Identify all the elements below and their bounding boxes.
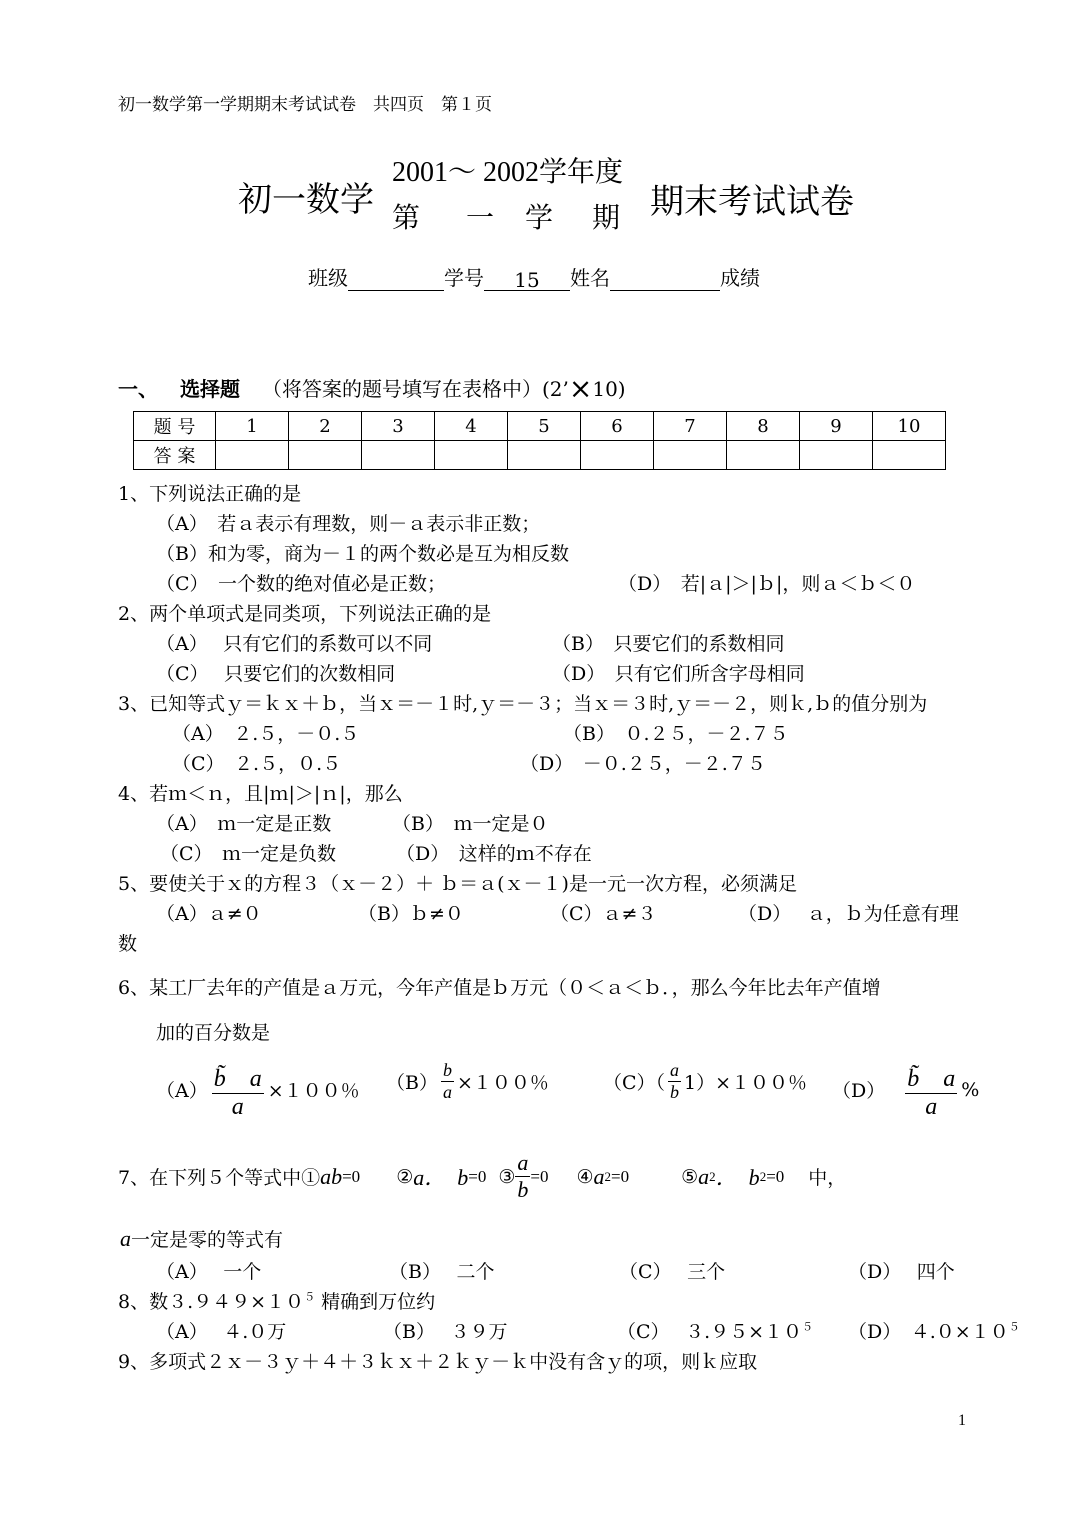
title-year-line: 2001～ 2002学年度 — [392, 157, 624, 188]
title-term-1: 第 — [392, 201, 421, 234]
answer-cell[interactable] — [216, 441, 289, 470]
times-symbol: × — [568, 372, 593, 405]
q3-stem: 3、已知等式ｙ＝ｋｘ＋ｂ，当ｘ＝－１时,ｙ＝－３；当ｘ＝３时,ｙ＝－２，则ｋ,ｂ的值分别为 — [118, 693, 928, 715]
q6-stem: 6、某工厂去年的产值是ａ万元，今年产值是ｂ万元（０＜ａ＜ｂ．，那么今年比去年产值增 — [118, 977, 881, 999]
table-cell: 1 — [216, 412, 289, 441]
q7-expr-3-value: =0 — [530, 1166, 549, 1186]
q6-stem-line2: 加的百分数是 — [156, 1022, 271, 1044]
section-count: 10) — [592, 377, 626, 401]
q6-c-numerator: a — [670, 1060, 680, 1080]
q8-option-d — [848, 1317, 1020, 1344]
q6-b-denominator: a — [442, 1082, 452, 1102]
q5-option-a: （A）ａ≠０ — [156, 903, 262, 925]
score-label: 成绩 — [720, 266, 760, 290]
answer-cell[interactable] — [362, 441, 435, 470]
q7-expr-5b-sup: 2 — [759, 1168, 767, 1184]
table-cell: 10 — [873, 412, 946, 441]
answer-cell[interactable] — [727, 441, 800, 470]
q7-stem-end: 中， — [808, 1167, 847, 1189]
q7-expr-5a: a — [698, 1163, 710, 1189]
q3-option-c: （C） ２.５，０.５ — [172, 753, 342, 775]
q4-option-c: （C） ｍ一定是负数 — [160, 843, 337, 865]
answer-cell[interactable] — [654, 441, 727, 470]
table-row-numbers — [134, 412, 946, 441]
q8-option-c — [617, 1317, 813, 1344]
q7-expr-1: ab — [320, 1163, 343, 1189]
q7-line2-text: 一定是零的等式有 — [131, 1229, 284, 1251]
q7-line2-variable: a — [120, 1226, 131, 1251]
table-cell: 2 — [289, 412, 362, 441]
title-right: 期末考试试卷 — [650, 182, 854, 222]
q8-d-text: （D） ４.０×１０ — [848, 1321, 1009, 1343]
q6-b-suffix: ×１００％ — [456, 1072, 549, 1094]
q7-expr-3-numerator: a — [517, 1150, 529, 1175]
table-cell: 3 — [362, 412, 435, 441]
q4-option-d: （D） 这样的ｍ不存在 — [396, 843, 592, 865]
student-id-label: 学号 — [444, 266, 484, 290]
q7-expr-4: a — [593, 1163, 605, 1189]
section-note: （将答案的题号填写在表格中）(2’ — [262, 377, 569, 401]
q1-option-d: （D） 若|ａ|＞|ｂ|，则ａ＜ｂ＜０ — [618, 573, 916, 595]
q8-c-text: （C） ３.９５×１０ — [617, 1321, 803, 1343]
q7-stem-line2 — [120, 1225, 283, 1252]
q7-expr-3-denominator: b — [517, 1177, 529, 1202]
q6-c-suffix: 1）×１００％ — [684, 1072, 808, 1094]
q4-option-b: （B） ｍ一定是０ — [392, 813, 549, 835]
title-left: 初一数学 — [238, 180, 374, 220]
q6-b-label: （B） — [386, 1072, 438, 1094]
q5-option-d-continued: 数 — [118, 933, 138, 955]
q6-a-label: （A） — [156, 1080, 208, 1102]
section-title: 选择题 — [180, 377, 240, 401]
q7-expr-5-marker: ⑤ — [681, 1165, 699, 1188]
q6-c-denominator: b — [670, 1082, 680, 1102]
page-number: 1 — [958, 1412, 966, 1429]
q5-stem: 5、要使关于ｘ的方程３（ｘ－２）＋ ｂ＝ａ(ｘ－１)是一元一次方程，必须满足 — [118, 873, 797, 895]
q7-stem-text: 7、在下列５个等式中① — [118, 1167, 321, 1189]
q7-option-a: （A） 一个 — [156, 1261, 262, 1283]
title-term-3: 学 — [525, 201, 554, 234]
q6-d-denominator: a — [925, 1094, 938, 1120]
table-cell: 8 — [727, 412, 800, 441]
table-cell: 6 — [581, 412, 654, 441]
q7-expr-4-value: =0 — [611, 1166, 630, 1186]
q7-expr-4-marker: ④ — [576, 1165, 594, 1188]
q6-d-numerator: b̃ a — [905, 1058, 957, 1094]
table-row-answers — [134, 441, 946, 470]
q6-option-d — [832, 1058, 979, 1121]
q7-expr-5a-sup: 2 — [709, 1168, 716, 1184]
title-term-2: 一 — [466, 201, 495, 234]
student-id-field[interactable]: 15 — [484, 268, 570, 291]
q7-expr-5-value: =0 — [766, 1166, 785, 1186]
q6-b-numerator: b — [442, 1060, 452, 1080]
name-field[interactable] — [610, 268, 720, 291]
q7-expr-1-value: =0 — [342, 1166, 361, 1186]
q4-stem: 4、若ｍ＜ｎ，且|ｍ|＞|ｎ|，那么 — [118, 783, 403, 805]
table-cell: 9 — [800, 412, 873, 441]
q6-d-suffix: % — [961, 1078, 980, 1101]
q7-stem — [118, 1150, 846, 1203]
q8-c-sup: ５ — [802, 1320, 814, 1334]
class-label: 班级 — [308, 266, 348, 290]
q7-option-c: （C） 三个 — [619, 1261, 726, 1283]
row-label-number: 题 号 — [134, 412, 216, 441]
q5-option-d: （D） ａ，ｂ为任意有理 — [738, 903, 959, 925]
q7-expr-2: a． b — [413, 1165, 469, 1190]
q6-option-c — [603, 1060, 807, 1103]
q6-c-label: （C）（ — [603, 1072, 666, 1094]
q8-stem-end: 精确到万位约 — [315, 1291, 436, 1313]
q1-option-c: （C） 一个数的绝对值必是正数； — [156, 573, 447, 595]
q8-option-b: （B） ３９万 — [383, 1321, 508, 1343]
answer-cell[interactable] — [581, 441, 654, 470]
q7-expr-4-sup: 2 — [604, 1168, 612, 1184]
q5-option-c: （C）ａ≠３ — [550, 903, 657, 925]
q7-expr-5b: ． b — [715, 1165, 760, 1190]
table-cell: 5 — [508, 412, 581, 441]
q1-option-a: （A） 若ａ表示有理数，则－ａ表示非正数； — [156, 513, 541, 535]
q8-stem-sup: ５ — [304, 1290, 316, 1304]
answer-cell[interactable] — [435, 441, 508, 470]
q6-option-a — [156, 1058, 360, 1121]
q6-option-b — [386, 1060, 549, 1103]
q1-option-b: （B）和为零，商为－１的两个数必是互为相反数 — [156, 543, 569, 565]
q4-option-a: （A） ｍ一定是正数 — [156, 813, 332, 835]
class-field[interactable] — [348, 268, 444, 291]
q7-expr-2-marker: ② — [396, 1165, 414, 1188]
table-cell: 7 — [654, 412, 727, 441]
q8-d-sup: ５ — [1008, 1320, 1020, 1334]
q5-option-b: （B）ｂ≠０ — [358, 903, 464, 925]
q1-stem: 1、下列说法正确的是 — [118, 483, 302, 505]
q3-option-a: （A） ２.５，－０.５ — [172, 723, 360, 745]
q2-option-a: （A） 只有它们的系数可以不同 — [156, 633, 433, 655]
q7-option-d: （D） 四个 — [848, 1261, 955, 1283]
answer-cell[interactable] — [289, 441, 362, 470]
q6-a-numerator: b̃ a — [212, 1058, 264, 1094]
q6-a-denominator: a — [231, 1094, 244, 1120]
q7-expr-3-marker: ③ — [498, 1165, 516, 1188]
q6-a-suffix: ×１００％ — [267, 1080, 360, 1102]
q7-option-b: （B） 二个 — [389, 1261, 495, 1283]
section-number: 一、 — [118, 377, 158, 401]
answer-table — [133, 411, 946, 470]
running-header: 初一数学第一学期期末考试试卷 共四页 第１页 — [118, 95, 492, 115]
q2-option-d: （D） 只有它们所含字母相同 — [552, 663, 805, 685]
q2-option-b: （B） 只要它们的系数相同 — [552, 633, 785, 655]
row-label-answer: 答 案 — [134, 441, 216, 470]
answer-cell[interactable] — [800, 441, 873, 470]
q9-stem: 9、多项式２ｘ－３ｙ＋４＋３ｋｘ＋２ｋｙ－ｋ中没有含ｙ的项，则ｋ应取 — [118, 1351, 758, 1373]
q8-stem-text: 8、数３.９４９×１０ — [118, 1291, 305, 1313]
q8-option-a: （A） ４.０万 — [156, 1321, 287, 1343]
q7-expr-2-value: =0 — [468, 1166, 487, 1186]
q6-d-label: （D） — [832, 1080, 886, 1102]
table-cell: 4 — [435, 412, 508, 441]
section-heading — [118, 372, 626, 405]
answer-cell[interactable] — [873, 441, 946, 470]
answer-cell[interactable] — [508, 441, 581, 470]
title-term-4: 期 — [592, 201, 621, 234]
q2-stem: 2、两个单项式是同类项，下列说法正确的是 — [118, 603, 492, 625]
q3-option-d: （D） －０.２５，－２.７５ — [520, 753, 766, 775]
student-info-line — [308, 262, 760, 291]
q2-option-c: （C） 只要它们的次数相同 — [156, 663, 396, 685]
q8-stem — [118, 1287, 435, 1314]
name-label: 姓名 — [570, 266, 610, 290]
q3-option-b: （B） ０.２５，－２.７５ — [563, 723, 789, 745]
